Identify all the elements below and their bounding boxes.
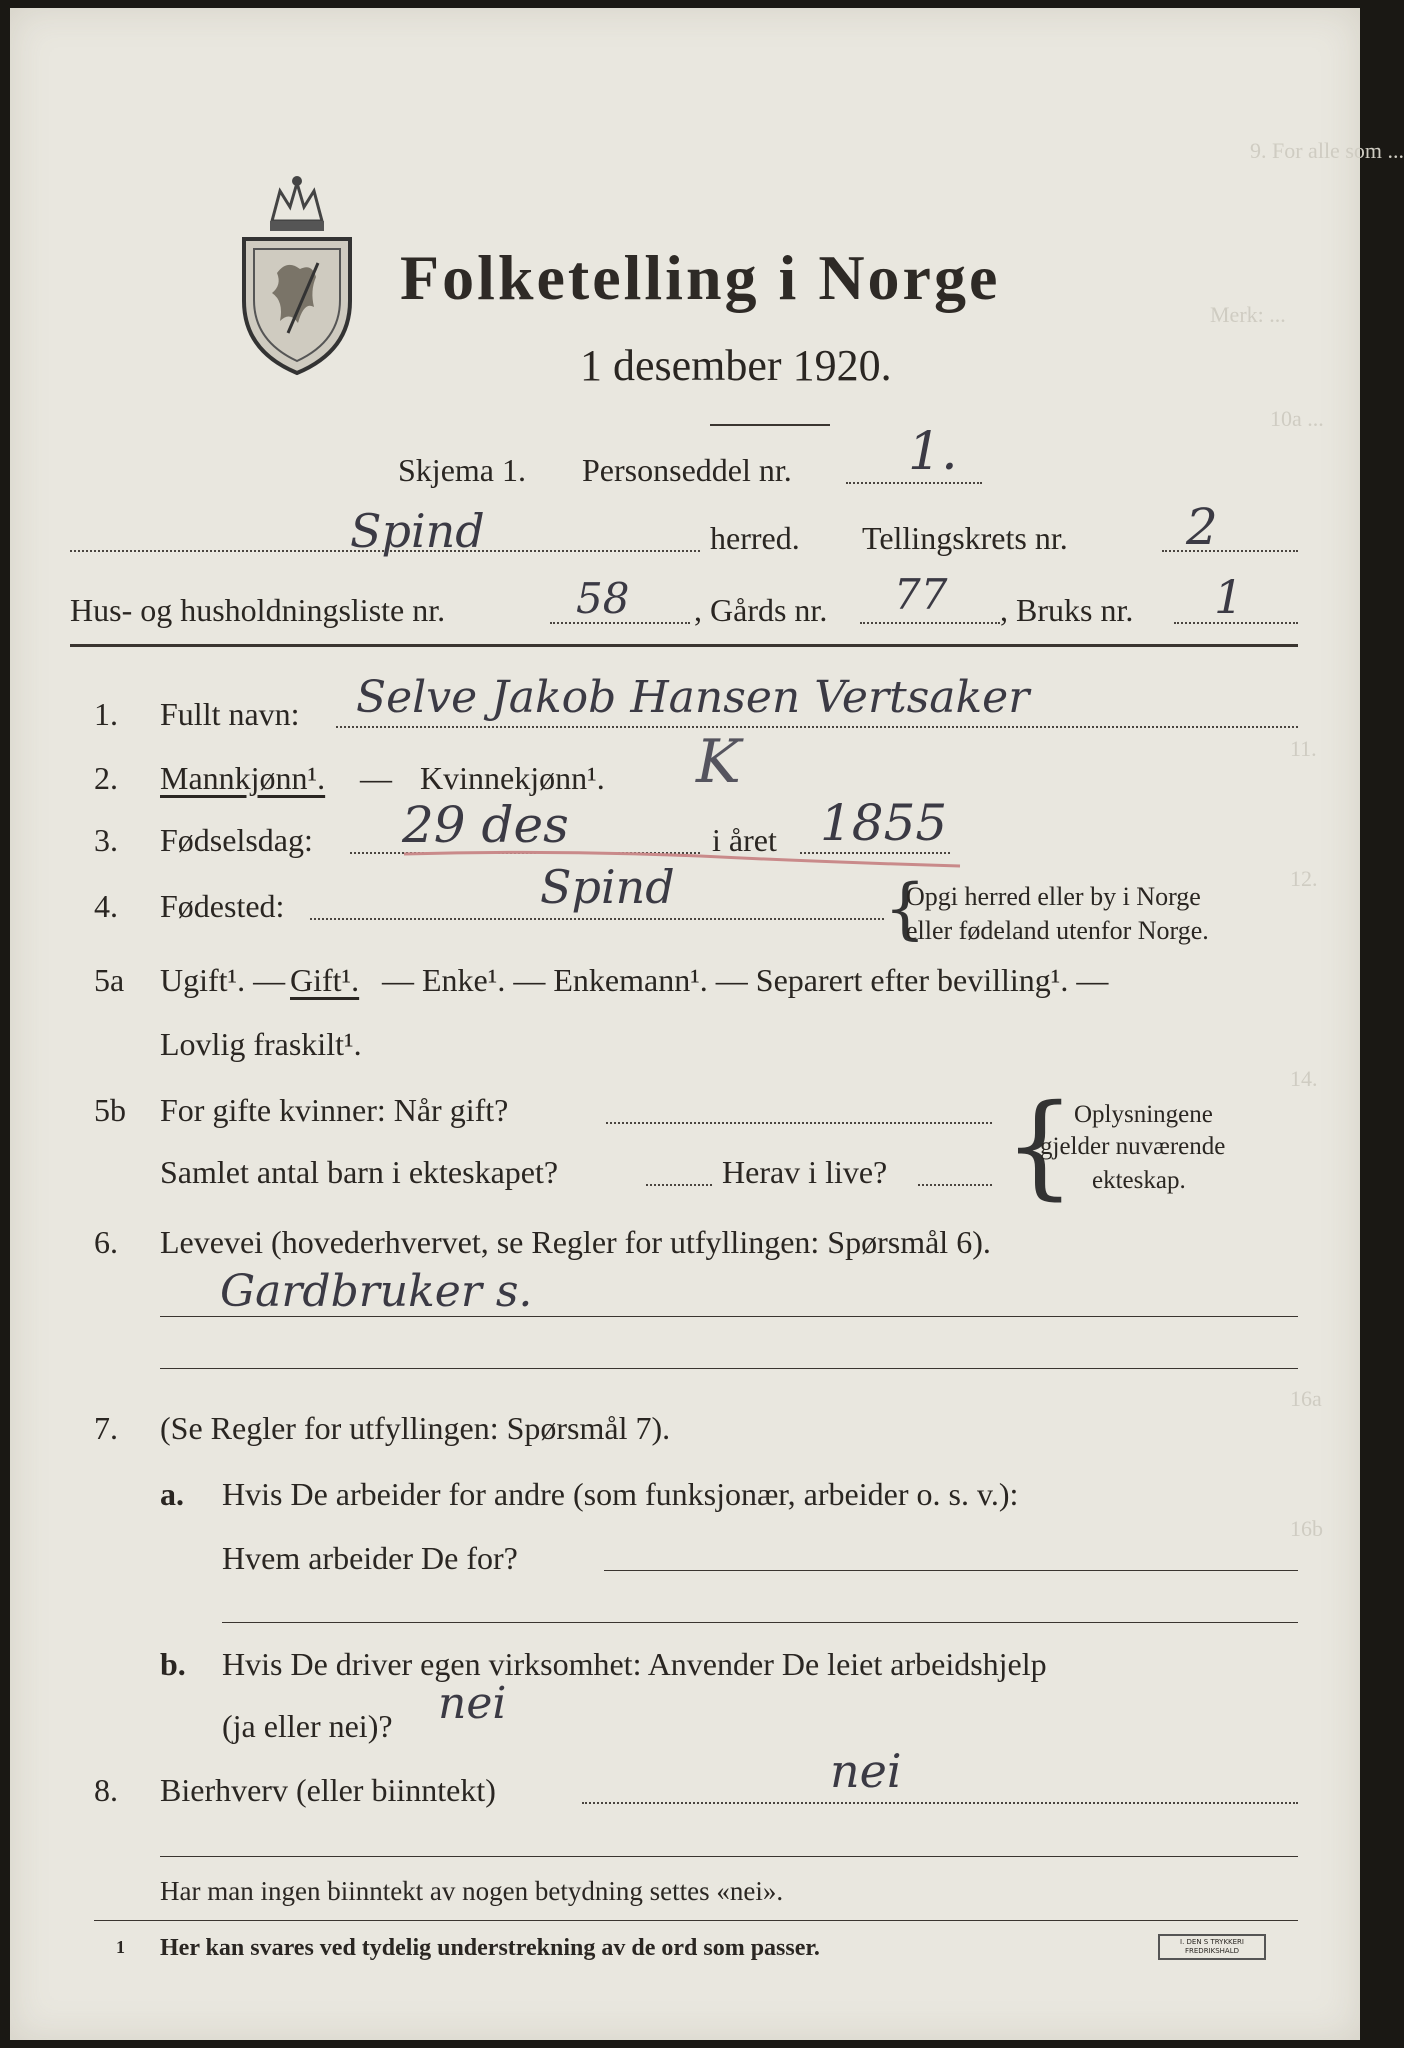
hired-help-value[interactable]: nei bbox=[438, 1678, 507, 1729]
q2-handwritten-mark: K bbox=[696, 727, 741, 797]
q7-number: 7. bbox=[94, 1410, 118, 1446]
q5a-gift[interactable]: Gift¹. bbox=[290, 962, 360, 998]
q5b-line2b: Herav i live? bbox=[722, 1154, 888, 1190]
q5b-note-1: Oplysningene bbox=[1074, 1101, 1213, 1128]
q7b-line2: (ja eller nei)? bbox=[222, 1708, 393, 1744]
q7a-line2: Hvem arbeider De for? bbox=[222, 1540, 518, 1576]
gards-value[interactable]: 77 bbox=[894, 570, 948, 619]
herred-value[interactable]: Spind bbox=[350, 504, 485, 558]
printer-stamp: I. DEN S TRYKKERI FREDRIKSHALD bbox=[1158, 1934, 1266, 1960]
personseddel-label: Personseddel nr. bbox=[582, 452, 792, 488]
q1-label: Fullt navn: bbox=[160, 696, 300, 732]
q4-note-1: Opgi herred eller by i Norge bbox=[906, 882, 1201, 911]
q1-number: 1. bbox=[94, 696, 118, 732]
q6-number: 6. bbox=[94, 1224, 118, 1260]
q2-separator: — bbox=[360, 760, 392, 796]
tellingskrets-value[interactable]: 2 bbox=[1186, 498, 1218, 556]
footnote-text: Her kan svares ved tydelig understrekning av de ord som passer. bbox=[160, 1935, 820, 1961]
q4-brace: { bbox=[884, 870, 926, 947]
q7a-line1: Hvis De arbeider for andre (som funksjonær, arbeider o. s. v.): bbox=[222, 1476, 1019, 1512]
q3-year-label: i året bbox=[712, 822, 777, 858]
q3-label: Fødselsdag: bbox=[160, 822, 313, 858]
form-title: Folketelling i Norge bbox=[400, 242, 1001, 313]
q5a-line2[interactable]: Lovlig fraskilt¹. bbox=[160, 1026, 362, 1062]
gards-label: , Gårds nr. bbox=[694, 592, 828, 628]
q4-note-2: eller fødeland utenfor Norge. bbox=[906, 916, 1209, 945]
q5a-options[interactable]: — Enke¹. — Enkemann¹. — Separert efter bevilling¹. — bbox=[382, 962, 1109, 998]
birthplace-value[interactable]: Spind bbox=[540, 860, 675, 914]
hus-value[interactable]: 58 bbox=[576, 574, 630, 623]
norwegian-coat-of-arms-icon bbox=[232, 173, 362, 378]
q4-label: Fødested: bbox=[160, 888, 285, 924]
q7b-line1: Hvis De driver egen virksomhet: Anvender De leiet arbeidshjelp bbox=[222, 1646, 1047, 1682]
q5b-number: 5b bbox=[94, 1092, 126, 1128]
herred-label: herred. bbox=[710, 520, 800, 556]
q3-number: 3. bbox=[94, 822, 118, 858]
q5b-note-2: gjelder nuværende bbox=[1040, 1133, 1226, 1160]
full-name-value[interactable]: Selve Jakob Hansen Vertsaker bbox=[356, 672, 1030, 723]
q6-label: Levevei (hovederhvervet, se Regler for utfyllingen: Spørsmål 6). bbox=[160, 1224, 991, 1260]
census-date: 1 desember 1920. bbox=[580, 341, 892, 390]
q7a-letter: a. bbox=[160, 1476, 184, 1512]
birth-year-value[interactable]: 1855 bbox=[820, 794, 948, 852]
occupation-value[interactable]: Gardbruker s. bbox=[220, 1266, 533, 1317]
q5a-ugift[interactable]: Ugift¹. — bbox=[160, 962, 286, 998]
q2-number: 2. bbox=[94, 760, 118, 796]
q5b-note-3: ekteskap. bbox=[1092, 1167, 1186, 1194]
q2-male[interactable]: Mannkjønn¹. bbox=[160, 760, 326, 796]
tellingskrets-label: Tellingskrets nr. bbox=[862, 520, 1068, 556]
q7b-letter: b. bbox=[160, 1646, 186, 1682]
q4-number: 4. bbox=[94, 888, 118, 924]
footnote-mark: 1 bbox=[116, 1937, 125, 1957]
schema-label: Skjema 1. bbox=[398, 452, 526, 488]
header-divider bbox=[70, 644, 1298, 647]
hus-label: Hus- og husholdningsliste nr. bbox=[70, 592, 446, 628]
q7-label: (Se Regler for utfyllingen: Spørsmål 7). bbox=[160, 1410, 671, 1446]
q8-label: Bierhverv (eller biinntekt) bbox=[160, 1772, 496, 1808]
q5b-line2a: Samlet antal barn i ekteskapet? bbox=[160, 1154, 559, 1190]
side-income-value[interactable]: nei bbox=[830, 1744, 902, 1798]
q5b-brace: { bbox=[1004, 1081, 1076, 1211]
q2-female[interactable]: Kvinnekjønn¹. bbox=[420, 760, 605, 796]
census-form-page: 9. For alle som ... Merk: ... 10a ... 11. 12. 14. 16a 16b Folketelling i Norge 1 desember 1920. Skjema 1. Personseddel nr. 1. Spind herred. Tellingskrets nr. 2 Hus- og husholdningsliste nr. 58 , Gårds nr. 77 , Bruks nr. 1 1. Fullt navn: Selve Jakob Hansen Vertsaker 2. Mannkjønn¹. — Kvinnekjønn¹. K 3. Fødselsdag: 29 des i året 1855 4. Fødested: Spind { Opgi herred eller by i Norge eller fødeland utenfor Norge. 5a Ugift¹. — Gift¹. — Enke¹. — Enkemann¹. — Separert efter bevilling¹. — Lovlig fraskilt¹. 5b For gifte kvinner: Når gift? Samlet antal barn i ekteskapet? Herav i live? { Oplysningene gjelder nuværende ekteskap. 6. Levevei (hovederhvervet, se Regler for utfyllingen: Spørsmål 6). Gardbruker s. 7. (Se Regler for utfyllingen: Spørsmål 7). a. Hvis De arbeider for andre (som funksjonær, arbeider o. s. v.): Hvem arbeider De for? b. Hvis De driver egen virksomhet: Anvender De leiet arbeidshjelp (ja eller nei)? nei 8. Bierhverv (eller biinntekt) nei Har man ingen biinntekt av nogen betydning settes «nei». 1 Her kan svares ved tydelig understrekning av de ord som passer. I. DEN S TRYKKERI FREDRIKSHALD bbox=[10, 8, 1360, 2040]
title-rule bbox=[710, 424, 830, 426]
personseddel-value[interactable]: 1. bbox=[908, 422, 958, 482]
birth-day-value[interactable]: 29 des bbox=[402, 796, 569, 854]
footer-note: Har man ingen biinntekt av nogen betydning settes «nei». bbox=[160, 1876, 784, 1906]
q5a-number: 5a bbox=[94, 962, 125, 998]
q8-number: 8. bbox=[94, 1772, 118, 1808]
bruks-value[interactable]: 1 bbox=[1214, 570, 1244, 624]
bruks-label: , Bruks nr. bbox=[1000, 592, 1134, 628]
q5b-line1: For gifte kvinner: Når gift? bbox=[160, 1092, 509, 1128]
